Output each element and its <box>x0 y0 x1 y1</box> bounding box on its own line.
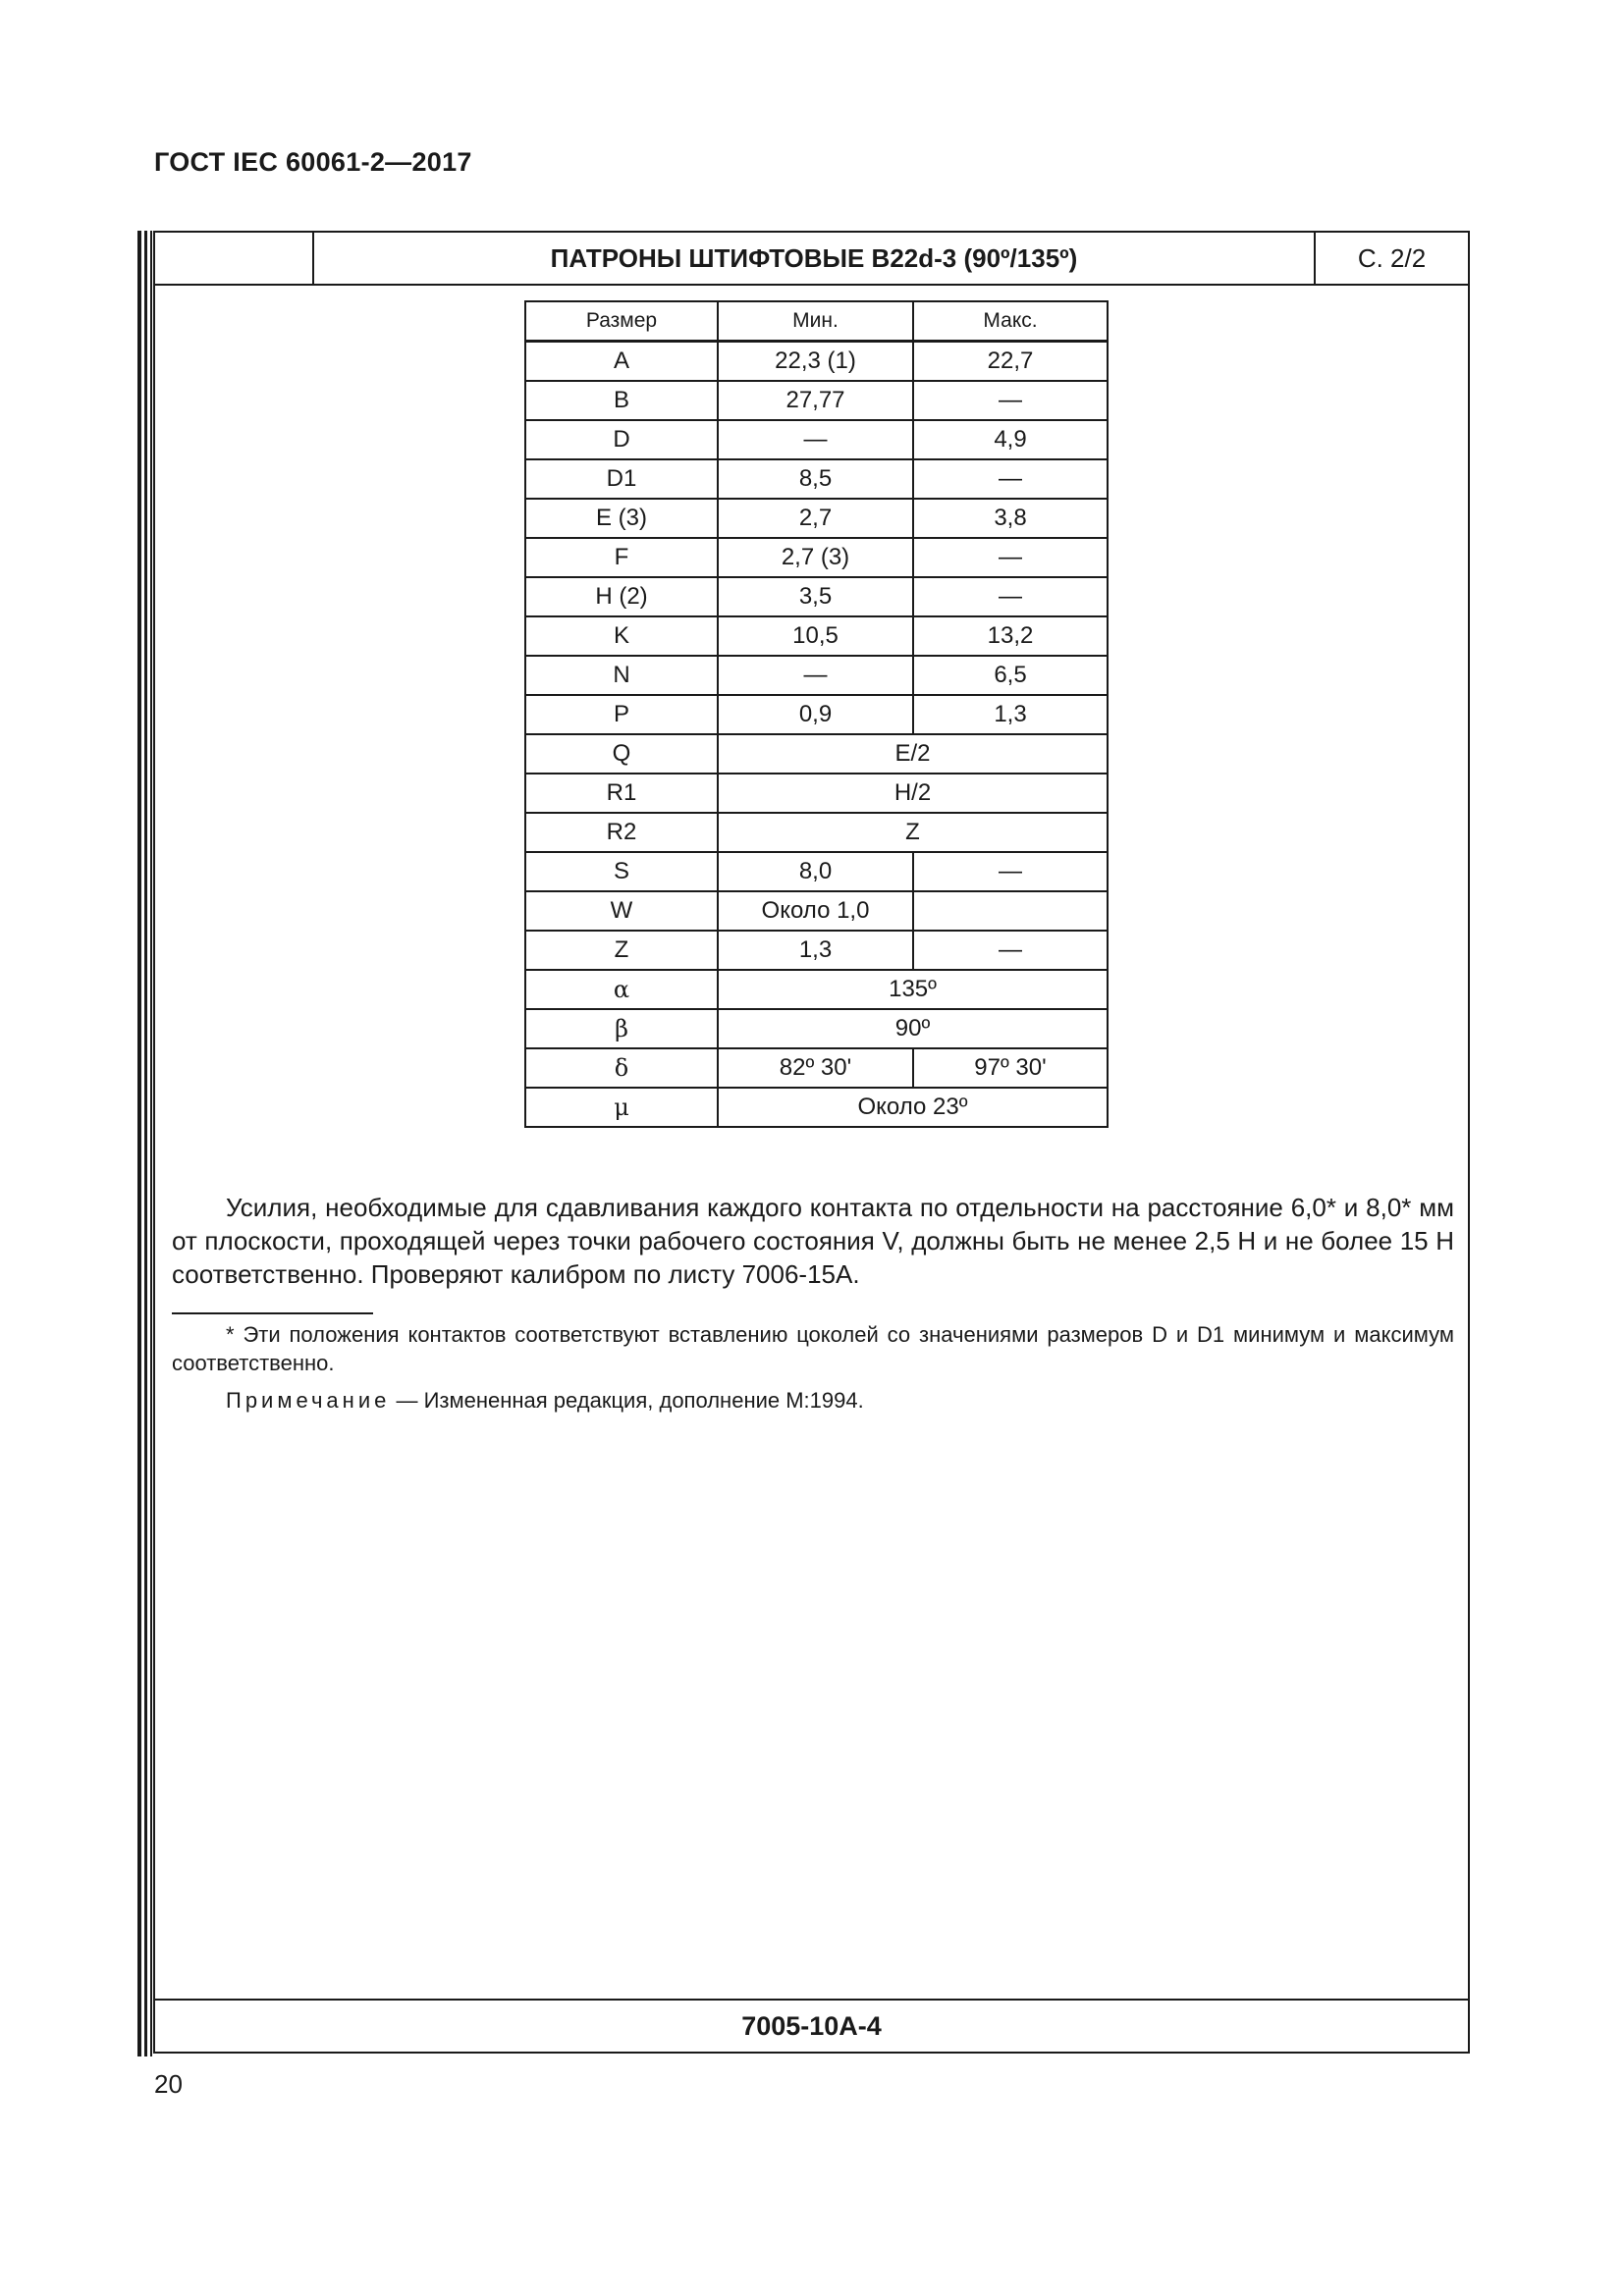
sheet-code: 7005-10А-4 <box>155 1999 1468 2052</box>
standard-sheet-frame <box>153 231 1470 2054</box>
column-header-size: Размер <box>525 301 718 342</box>
sheet-page-ref: С. 2/2 <box>1357 242 1427 273</box>
size-cell: Z <box>525 931 718 970</box>
merged-value-cell: 90º <box>718 1009 1108 1048</box>
max-cell <box>913 891 1108 931</box>
size-cell: F <box>525 538 718 577</box>
size-cell: α <box>525 970 718 1009</box>
min-cell: — <box>718 656 913 695</box>
table-row <box>525 852 1108 891</box>
page-number: 20 <box>154 2069 183 2099</box>
document-standard-header: ГОСТ IEC 60061-2—2017 <box>154 147 472 177</box>
column-header-max: Макс. <box>913 301 1108 342</box>
size-cell: A <box>525 342 718 382</box>
min-cell: 3,5 <box>718 577 913 616</box>
merged-value-cell: Около 23º <box>718 1088 1108 1127</box>
force-requirements-paragraph <box>172 1191 1454 1291</box>
table-row <box>525 970 1108 1009</box>
merged-value-cell: 135º <box>718 970 1108 1009</box>
sheet-title: ПАТРОНЫ ШТИФТОВЫЕ B22d-3 (90º/135º) <box>314 233 1316 284</box>
table-row <box>525 813 1108 852</box>
footnote-text: * Эти положения контактов соответствуют вставлению цоколей со значениями размеров D и D1 минимум и максимум соответственно. <box>172 1322 1454 1375</box>
max-cell: — <box>913 459 1108 499</box>
min-cell: — <box>718 420 913 459</box>
max-cell: 13,2 <box>913 616 1108 656</box>
size-cell: δ <box>525 1048 718 1088</box>
table-row <box>525 459 1108 499</box>
max-cell: 4,9 <box>913 420 1108 459</box>
table-row <box>525 420 1108 459</box>
max-cell: — <box>913 852 1108 891</box>
size-cell: R2 <box>525 813 718 852</box>
size-cell: D1 <box>525 459 718 499</box>
table-row <box>525 774 1108 813</box>
table-row <box>525 381 1108 420</box>
size-cell: S <box>525 852 718 891</box>
table-row <box>525 656 1108 695</box>
table-row <box>525 577 1108 616</box>
max-cell: 3,8 <box>913 499 1108 538</box>
table-row <box>525 1088 1108 1127</box>
size-cell: D <box>525 420 718 459</box>
min-cell: 2,7 <box>718 499 913 538</box>
max-cell: 6,5 <box>913 656 1108 695</box>
table-row <box>525 891 1108 931</box>
min-cell: 10,5 <box>718 616 913 656</box>
note <box>226 1386 864 1415</box>
size-cell: H (2) <box>525 577 718 616</box>
min-cell: 27,77 <box>718 381 913 420</box>
sheet-header <box>155 233 1468 286</box>
merged-value-cell: Z <box>718 813 1108 852</box>
max-cell: — <box>913 931 1108 970</box>
table-row <box>525 1009 1108 1048</box>
table-row <box>525 342 1108 382</box>
table-header-row <box>525 301 1108 342</box>
size-cell: N <box>525 656 718 695</box>
size-cell: K <box>525 616 718 656</box>
min-cell: 2,7 (3) <box>718 538 913 577</box>
table-row <box>525 695 1108 734</box>
sheet-header-blank-cell <box>155 233 314 284</box>
note-text: — Измененная редакция, дополнение М:1994. <box>390 1388 864 1413</box>
merged-value-cell: H/2 <box>718 774 1108 813</box>
max-cell: — <box>913 381 1108 420</box>
footnote-separator <box>172 1312 373 1314</box>
max-cell: — <box>913 577 1108 616</box>
table-row <box>525 734 1108 774</box>
max-cell: 97º 30' <box>913 1048 1108 1088</box>
table-row <box>525 616 1108 656</box>
size-cell: W <box>525 891 718 931</box>
table-row <box>525 499 1108 538</box>
table-row <box>525 1048 1108 1088</box>
paragraph-text: Усилия, необходимые для сдавливания каждого контакта по отдельности на расстояние 6,0* и 8,0* мм от плоскости, проходящей через точки рабочего состояния V, должны быть не менее 2,5 Н и не более 15 Н соответственно. Проверяют калибром по листу 7006-15А. <box>172 1193 1454 1289</box>
min-cell: 8,5 <box>718 459 913 499</box>
size-cell: μ <box>525 1088 718 1127</box>
max-cell: — <box>913 538 1108 577</box>
dimensions-table <box>524 300 1109 1128</box>
table-row <box>525 931 1108 970</box>
min-cell: Около 1,0 <box>718 891 913 931</box>
size-cell: E (3) <box>525 499 718 538</box>
note-label: Примечание <box>226 1388 391 1413</box>
size-cell: Q <box>525 734 718 774</box>
max-cell: 1,3 <box>913 695 1108 734</box>
min-cell: 8,0 <box>718 852 913 891</box>
max-cell: 22,7 <box>913 342 1108 382</box>
size-cell: R1 <box>525 774 718 813</box>
column-header-min: Мин. <box>718 301 913 342</box>
min-cell: 22,3 (1) <box>718 342 913 382</box>
merged-value-cell: E/2 <box>718 734 1108 774</box>
table-row <box>525 538 1108 577</box>
min-cell: 0,9 <box>718 695 913 734</box>
footnote <box>172 1320 1454 1377</box>
size-cell: B <box>525 381 718 420</box>
size-cell: P <box>525 695 718 734</box>
size-cell: β <box>525 1009 718 1048</box>
min-cell: 1,3 <box>718 931 913 970</box>
min-cell: 82º 30' <box>718 1048 913 1088</box>
